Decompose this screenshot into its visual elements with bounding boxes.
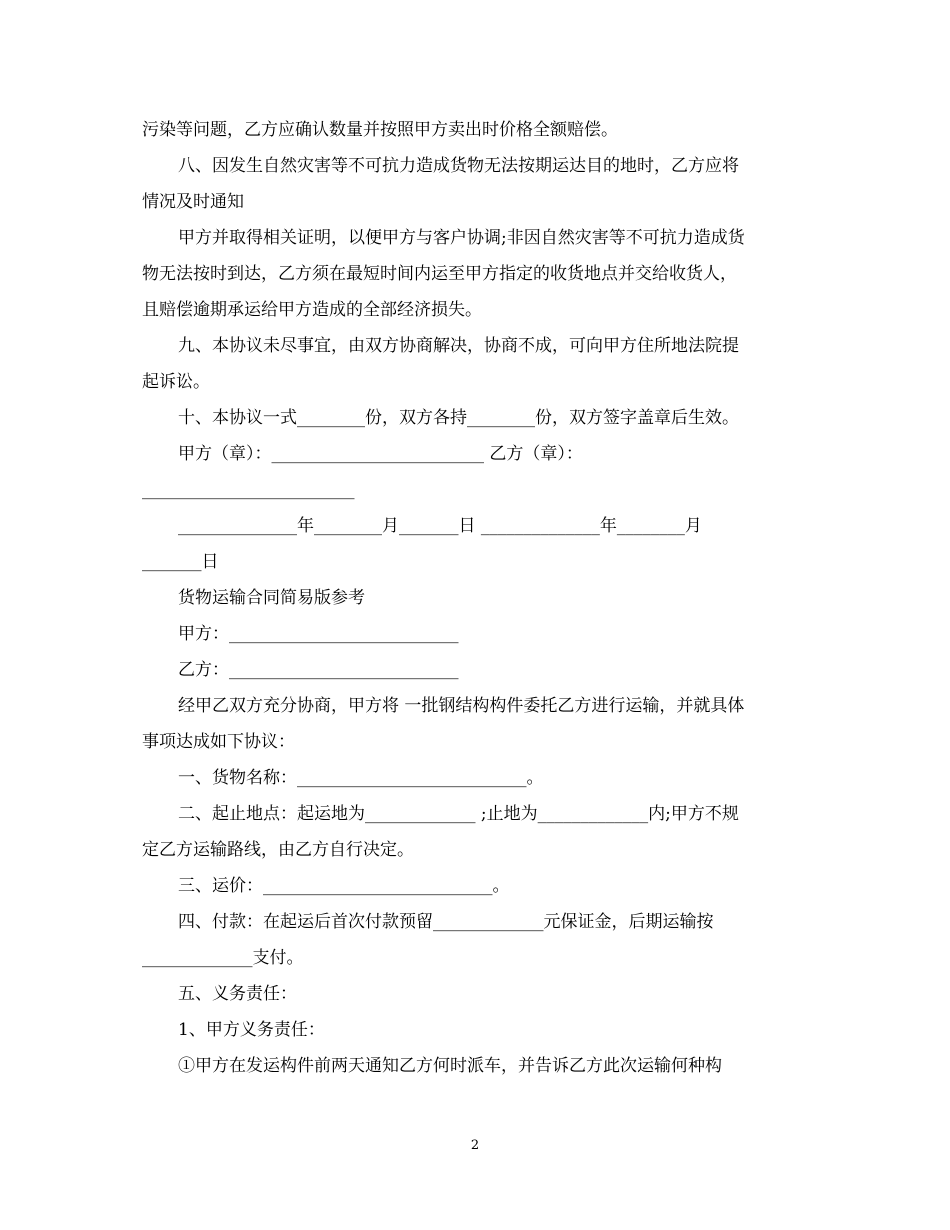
document-body — [142, 112, 808, 1084]
text-line: 一、货物名称：___________________________。 — [178, 768, 544, 788]
text-line: 物无法按时到达，乙方须在最短时间内运至甲方指定的收货地点并交给收货人， — [142, 264, 737, 284]
text-line: 二、起止地点：起运地为_____________ ;止地为_____________内;甲方不规 — [178, 804, 739, 824]
text-line: 四、付款：在起运后首次付款预留_____________元保证金，后期运输按 — [178, 912, 714, 932]
text-line: 起诉讼。 — [142, 372, 210, 392]
page-number: 2 — [470, 1138, 480, 1153]
text-line: 乙方：___________________________ — [178, 660, 459, 680]
text-line: 货物运输合同简易版参考 — [178, 588, 365, 608]
text-line: _______日 — [142, 552, 219, 572]
text-line: _____________支付。 — [142, 948, 304, 968]
text-line: 污染等问题，乙方应确认数量并按照甲方卖出时价格全额赔偿。 — [142, 120, 618, 140]
text-line: 十、本协议一式________份，双方各持________份，双方签字盖章后生效。 — [178, 408, 739, 428]
text-line: 且赔偿逾期承运给甲方造成的全部经济损失。 — [142, 300, 482, 320]
text-line: 定乙方运输路线，由乙方自行决定。 — [142, 840, 414, 860]
text-line: 九、本协议未尽事宜，由双方协商解决，协商不成，可向甲方住所地法院提 — [178, 336, 739, 356]
text-line: 三、运价：___________________________。 — [178, 876, 510, 896]
text-line: ______________年________月_______日 ______________年________月 — [178, 516, 702, 536]
text-line: 情况及时通知 — [142, 192, 244, 212]
text-line: 甲方：___________________________ — [178, 624, 459, 644]
text-line: _________________________ — [142, 480, 355, 500]
text-line: 甲方并取得相关证明，以便甲方与客户协调;非因自然灾害等不可抗力造成货 — [178, 228, 745, 248]
text-line: 甲方（章）：_________________________ 乙方（章）： — [178, 444, 583, 464]
text-line: 八、因发生自然灾害等不可抗力造成货物无法按期运达目的地时，乙方应将 — [178, 156, 739, 176]
text-line: 1、甲方义务责任： — [178, 1020, 325, 1040]
text-line: ①甲方在发运构件前两天通知乙方何时派车，并告诉乙方此次运输何种构 — [178, 1056, 722, 1076]
text-line: 事项达成如下协议： — [142, 732, 295, 752]
text-line: 五、义务责任： — [178, 984, 297, 1004]
text-line: 经甲乙双方充分协商，甲方将 一批钢结构构件委托乙方进行运输，并就具体 — [178, 696, 745, 716]
